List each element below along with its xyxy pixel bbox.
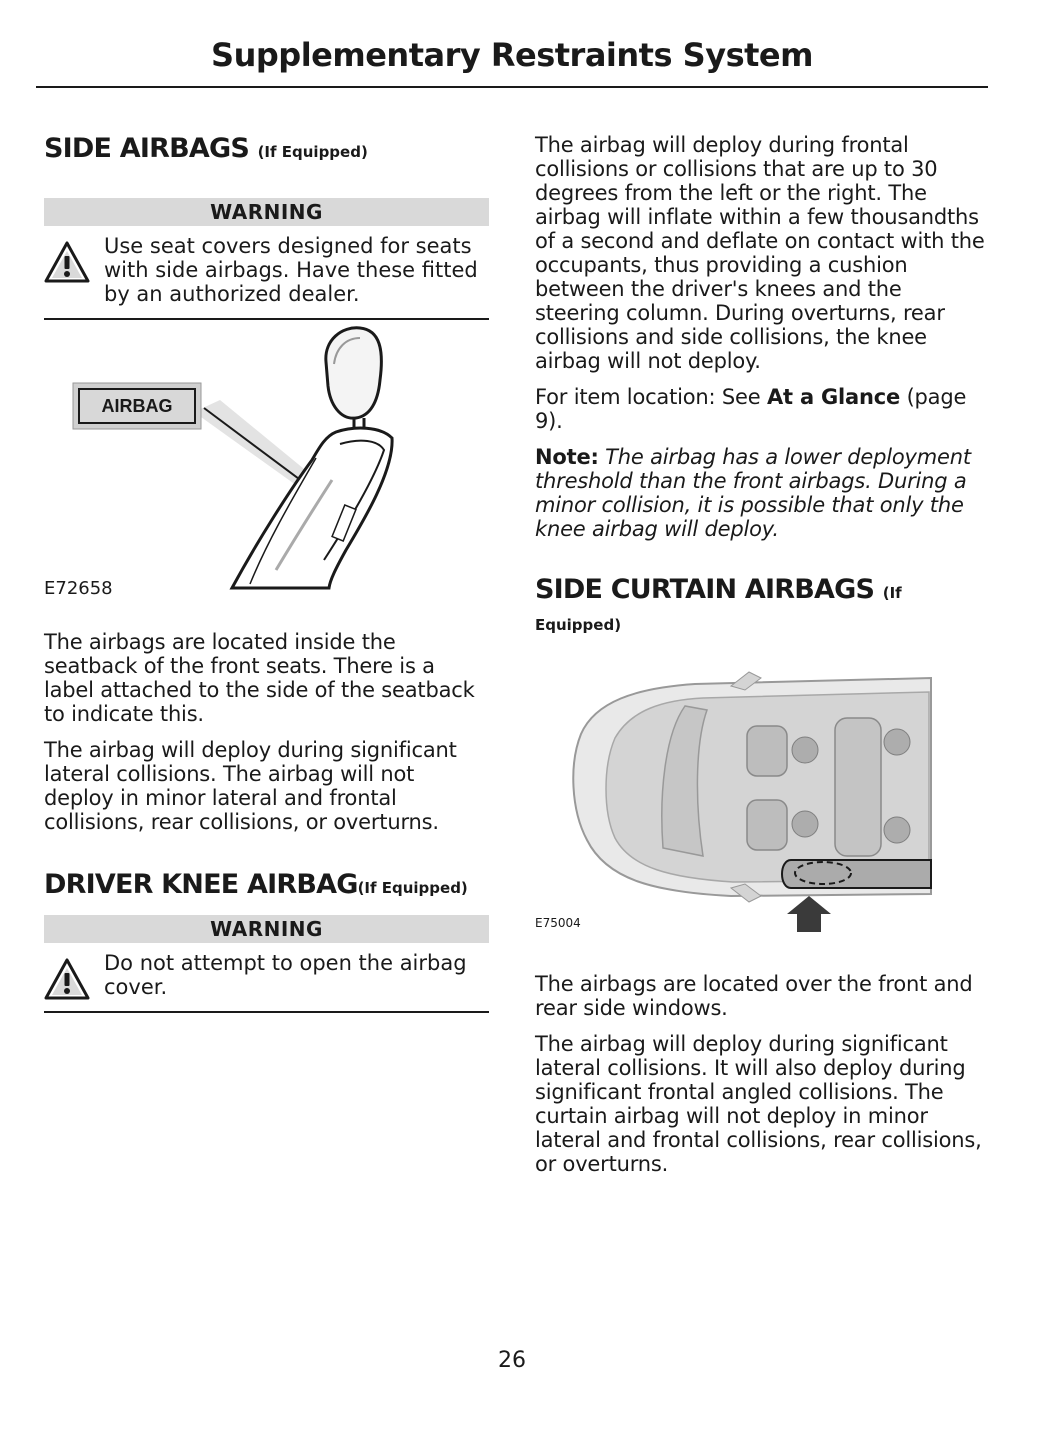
side-airbags-warning-text: Use seat covers designed for seats with side airbags. Have these fitted by an authorized dealer. — [104, 234, 478, 306]
item-location-suffix: (page 9). — [535, 385, 967, 433]
side-airbags-warning-bar: WARNING — [44, 198, 489, 226]
side-airbags-paragraph-2: The airbag will deploy during significant lateral collisions. The airbag will not deploy in minor lateral and frontal collisions, rear collisions, or overturns. — [44, 738, 457, 834]
side-airbags-warning — [44, 226, 489, 320]
driver-knee-airbag-qualifier: (If Equipped) — [357, 879, 468, 897]
side-curtain-airbags-heading — [535, 573, 985, 610]
figure-id-e72658: E72658 — [44, 578, 113, 599]
note-text: The airbag has a lower deployment threshold than the front airbags. During a minor collision, it is possible that only the knee airbag will deploy. — [535, 445, 971, 541]
knee-airbag-warning-text: Do not attempt to open the airbag cover. — [104, 951, 467, 999]
driver-knee-airbag-heading — [44, 868, 489, 905]
warning-triangle-icon — [44, 957, 90, 1001]
seat-airbag-illustration — [44, 320, 489, 590]
airbag-label-text: AIRBAG — [101, 396, 173, 416]
seat-figure — [44, 320, 489, 610]
car-curtain-airbag-illustration — [535, 634, 985, 934]
warning-triangle-icon — [44, 240, 90, 284]
right-column — [535, 133, 985, 1176]
knee-airbag-warning — [44, 943, 489, 1013]
side-curtain-qualifier-a: (If — [882, 584, 902, 602]
side-airbags-qualifier: (If Equipped) — [257, 143, 368, 161]
figure-id-e75004: E75004 — [535, 916, 581, 930]
item-location-prefix: For item location: See — [535, 385, 761, 409]
side-airbags-heading — [44, 132, 489, 169]
side-curtain-airbags-title: SIDE CURTAIN AIRBAGS — [535, 574, 875, 605]
side-airbags-paragraph-1: The airbags are located inside the seatback of the front seats. There is a label attached to the side of the seatback to indicate this. — [44, 630, 475, 726]
car-figure — [535, 634, 985, 954]
note-label: Note: — [535, 445, 599, 469]
driver-knee-airbag-title: DRIVER KNEE AIRBAG — [44, 869, 358, 900]
page-title: Supplementary Restraints System — [211, 36, 813, 74]
at-a-glance-link[interactable]: At a Glance — [766, 385, 901, 409]
knee-airbag-warning-bar: WARNING — [44, 915, 489, 943]
page-header — [36, 30, 988, 88]
page-number: 26 — [498, 1348, 526, 1373]
left-column — [44, 130, 489, 1013]
side-curtain-qualifier-b: Equipped) — [535, 616, 622, 634]
side-curtain-paragraph-1: The airbags are located over the front and rear side windows. — [535, 972, 973, 1020]
item-location-line — [535, 385, 985, 433]
knee-airbag-paragraph-1: The airbag will deploy during frontal collisions or collisions that are up to 30 degrees from the left or the right. The airbag will inflate within a few thousandths of a second and deflate on contact with the occupants, thus providing a cushion between the driver's knees and the steering column. During overturns, rear collisions and side collisions, the knee airbag will not deploy. — [535, 133, 985, 373]
knee-airbag-note — [535, 445, 985, 541]
side-airbags-title: SIDE AIRBAGS — [44, 133, 249, 164]
side-curtain-paragraph-2: The airbag will deploy during significant lateral collisions. It will also deploy during significant frontal angled collisions. The curtain airbag will not deploy in minor lateral and frontal collisions, rear collisions, or overturns. — [535, 1032, 982, 1176]
